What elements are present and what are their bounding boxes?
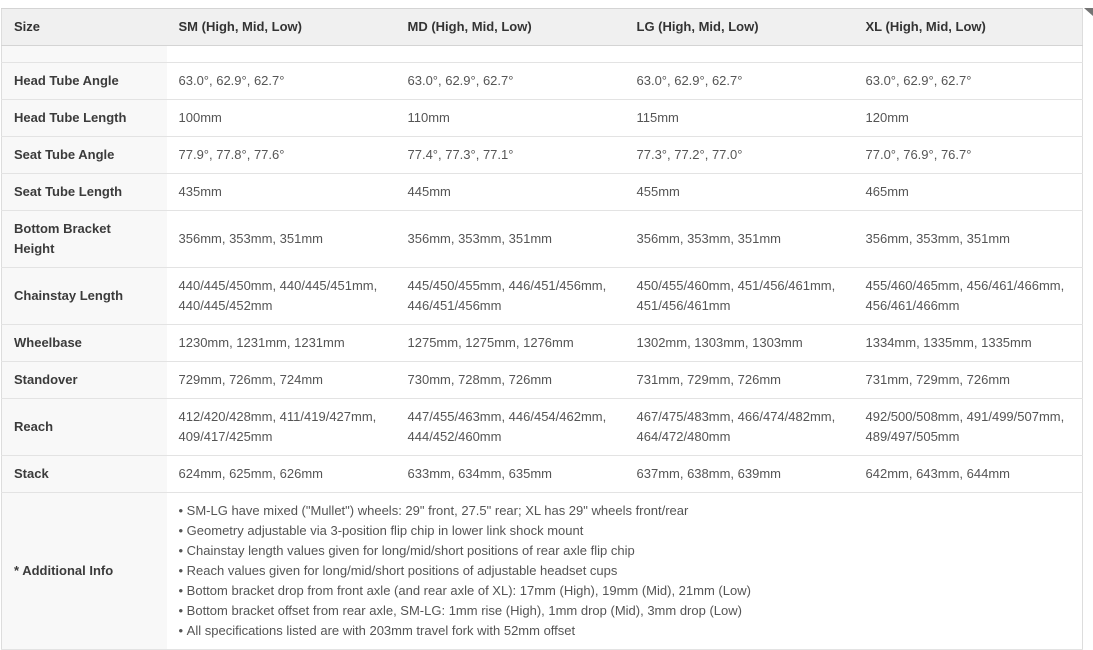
spec-value: 455mm — [625, 174, 854, 211]
spec-value: 63.0°, 62.9°, 62.7° — [396, 63, 625, 100]
row-label: Standover — [2, 362, 167, 399]
spacer-row — [2, 46, 1083, 63]
spec-value: 731mm, 729mm, 726mm — [625, 362, 854, 399]
row-label: Seat Tube Angle — [2, 137, 167, 174]
spec-value: 642mm, 643mm, 644mm — [854, 456, 1083, 493]
spec-row — [2, 268, 1083, 325]
spec-value: 731mm, 729mm, 726mm — [854, 362, 1083, 399]
additional-info-row — [2, 493, 1083, 650]
additional-info-bullet: • Chainstay length values given for long/mid/short positions of rear axle flip chip — [179, 541, 1071, 561]
spec-value: 120mm — [854, 100, 1083, 137]
spec-value: 637mm, 638mm, 639mm — [625, 456, 854, 493]
spec-value: 63.0°, 62.9°, 62.7° — [625, 63, 854, 100]
spec-value: 110mm — [396, 100, 625, 137]
column-header-size: Size — [2, 9, 167, 46]
row-label: Head Tube Angle — [2, 63, 167, 100]
additional-info-bullet: • Bottom bracket drop from front axle (and rear axle of XL): 17mm (High), 19mm (Mid), 21mm (Low) — [179, 581, 1071, 601]
spec-value: 633mm, 634mm, 635mm — [396, 456, 625, 493]
additional-info-bullet: • Geometry adjustable via 3-position flip chip in lower link shock mount — [179, 521, 1071, 541]
spec-row — [2, 174, 1083, 211]
spec-value: 77.3°, 77.2°, 77.0° — [625, 137, 854, 174]
row-label: Bottom Bracket Height — [2, 211, 167, 268]
spec-value: 1275mm, 1275mm, 1276mm — [396, 325, 625, 362]
spec-value: 77.9°, 77.8°, 77.6° — [167, 137, 396, 174]
row-label: Head Tube Length — [2, 100, 167, 137]
spec-value: 1230mm, 1231mm, 1231mm — [167, 325, 396, 362]
spec-value: 1302mm, 1303mm, 1303mm — [625, 325, 854, 362]
spec-value: 100mm — [167, 100, 396, 137]
spec-value: 440/445/450mm, 440/445/451mm, 440/445/452mm — [167, 268, 396, 325]
spec-row — [2, 399, 1083, 456]
spec-value: 356mm, 353mm, 351mm — [167, 211, 396, 268]
spec-value: 356mm, 353mm, 351mm — [625, 211, 854, 268]
spec-row — [2, 456, 1083, 493]
spec-value: 77.0°, 76.9°, 76.7° — [854, 137, 1083, 174]
geometry-table — [1, 8, 1083, 650]
spec-value: 455/460/465mm, 456/461/466mm, 456/461/466mm — [854, 268, 1083, 325]
row-label: Reach — [2, 399, 167, 456]
spacer-label-cell — [2, 46, 167, 63]
spec-value: 729mm, 726mm, 724mm — [167, 362, 396, 399]
table-body — [2, 46, 1083, 63]
spec-value: 1334mm, 1335mm, 1335mm — [854, 325, 1083, 362]
spec-value: 356mm, 353mm, 351mm — [854, 211, 1083, 268]
spec-value: 77.4°, 77.3°, 77.1° — [396, 137, 625, 174]
spec-value: 465mm — [854, 174, 1083, 211]
column-header-xl: XL (High, Mid, Low) — [854, 9, 1083, 46]
spec-value: 435mm — [167, 174, 396, 211]
additional-info-content — [167, 493, 1083, 650]
header-row — [2, 9, 1083, 46]
additional-info-bullet: • SM-LG have mixed ("Mullet") wheels: 29" front, 27.5" rear; XL has 29" wheels front/rear — [179, 501, 1071, 521]
row-label: Seat Tube Length — [2, 174, 167, 211]
spec-value: 467/475/483mm, 466/474/482mm, 464/472/480mm — [625, 399, 854, 456]
spec-row — [2, 211, 1083, 268]
row-label: Wheelbase — [2, 325, 167, 362]
spec-value: 730mm, 728mm, 726mm — [396, 362, 625, 399]
spec-value: 63.0°, 62.9°, 62.7° — [167, 63, 396, 100]
spec-row — [2, 137, 1083, 174]
spec-value: 412/420/428mm, 411/419/427mm, 409/417/425mm — [167, 399, 396, 456]
spec-row — [2, 100, 1083, 137]
column-header-sm: SM (High, Mid, Low) — [167, 9, 396, 46]
row-label: Chainstay Length — [2, 268, 167, 325]
column-header-lg: LG (High, Mid, Low) — [625, 9, 854, 46]
additional-info-bullet: • All specifications listed are with 203mm travel fork with 52mm offset — [179, 621, 1071, 641]
spec-value: 447/455/463mm, 446/454/462mm, 444/452/460mm — [396, 399, 625, 456]
geometry-spec-page — [0, 8, 1093, 637]
additional-info-list — [179, 501, 1071, 641]
additional-info-bullet: • Reach values given for long/mid/short positions of adjustable headset cups — [179, 561, 1071, 581]
spec-value: 356mm, 353mm, 351mm — [396, 211, 625, 268]
additional-info-label: * Additional Info — [2, 493, 167, 650]
spec-row — [2, 362, 1083, 399]
additional-info-bullet: • Bottom bracket offset from rear axle, SM-LG: 1mm rise (High), 1mm drop (Mid), 3mm drop (Low) — [179, 601, 1071, 621]
spacer-value-cell — [167, 46, 1083, 63]
spec-value: 450/455/460mm, 451/456/461mm, 451/456/461mm — [625, 268, 854, 325]
row-label: Stack — [2, 456, 167, 493]
spec-rows — [2, 63, 1083, 493]
spec-value: 63.0°, 62.9°, 62.7° — [854, 63, 1083, 100]
spec-row — [2, 63, 1083, 100]
table-header — [2, 9, 1083, 46]
spec-value: 115mm — [625, 100, 854, 137]
spec-value: 624mm, 625mm, 626mm — [167, 456, 396, 493]
spec-row — [2, 325, 1083, 362]
cursor-artifact — [1084, 8, 1093, 16]
spec-value: 492/500/508mm, 491/499/507mm, 489/497/505mm — [854, 399, 1083, 456]
additional-info-section — [2, 493, 1083, 650]
column-header-md: MD (High, Mid, Low) — [396, 9, 625, 46]
spec-value: 445mm — [396, 174, 625, 211]
spec-value: 445/450/455mm, 446/451/456mm, 446/451/456mm — [396, 268, 625, 325]
